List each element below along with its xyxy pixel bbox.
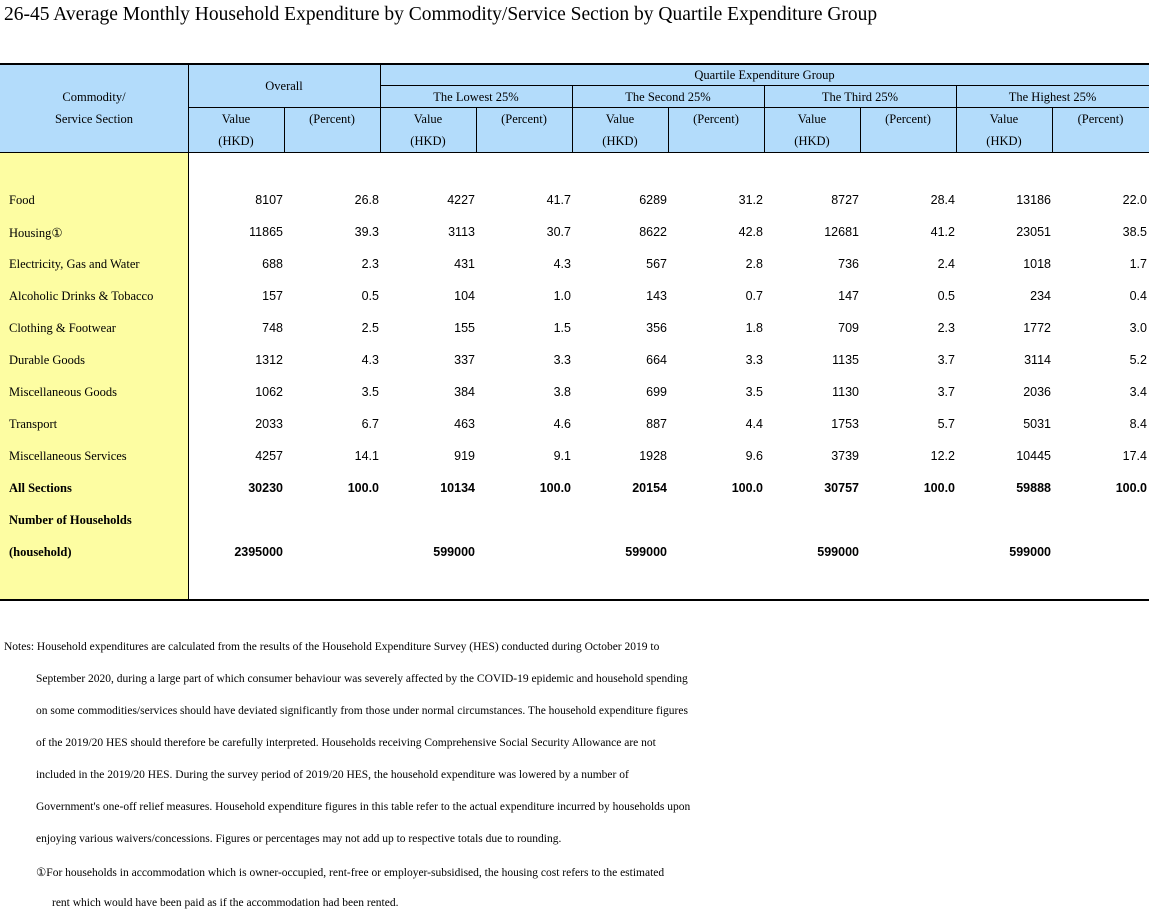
value-cell: 736 xyxy=(838,257,859,271)
value-cell: 356 xyxy=(646,321,667,335)
row-label: Transport xyxy=(9,417,58,431)
percent-cell: 42.8 xyxy=(738,225,763,239)
percent-header: (Percent) xyxy=(693,112,739,126)
note-line: included in the 2019/20 HES. During the survey period of 2019/20 HES, the household expenditure was lowered by a number of xyxy=(36,769,629,781)
value-cell: 1130 xyxy=(832,385,859,399)
value-cell: 23051 xyxy=(1016,225,1051,239)
value-cell: 919 xyxy=(454,449,475,463)
overall-header: Overall xyxy=(265,79,303,93)
percent-cell: 22.0 xyxy=(1122,193,1147,207)
row-label: Electricity, Gas and Water xyxy=(9,257,140,271)
value-cell: 147 xyxy=(838,289,859,303)
value-unit-header: (HKD) xyxy=(986,134,1022,148)
value-cell: 2036 xyxy=(1023,385,1051,399)
footnote-line: ①For households in accommodation which is owner-occupied, rent-free or employer-subsidised, the housing cost refers to the estimated xyxy=(36,867,665,879)
households-label: Number of Households xyxy=(9,513,132,527)
percent-cell: 100.0 xyxy=(539,481,571,495)
note-line: Notes: Household expenditures are calculated from the results of the Household Expenditure Survey (HES) conducted during October 2019 to xyxy=(4,641,660,653)
percent-header: (Percent) xyxy=(885,112,931,126)
expenditure-table xyxy=(0,63,1149,601)
percent-cell: 2.8 xyxy=(745,257,763,271)
percent-cell: 6.7 xyxy=(361,417,379,431)
value-cell: 155 xyxy=(454,321,475,335)
footnote-line: rent which would have been paid as if the accommodation had been rented. xyxy=(52,897,399,909)
value-unit-header: (HKD) xyxy=(602,134,638,148)
value-header: Value xyxy=(797,112,827,126)
value-cell: 5031 xyxy=(1023,417,1051,431)
percent-cell: 3.0 xyxy=(1129,321,1147,335)
commodity-header-line1: Commodity/ xyxy=(62,90,126,104)
percent-cell: 3.4 xyxy=(1129,385,1147,399)
value-cell: 59888 xyxy=(1016,481,1051,495)
percent-cell: 0.5 xyxy=(361,289,379,303)
percent-cell: 100.0 xyxy=(731,481,763,495)
households-unit-label: (household) xyxy=(9,545,72,559)
value-cell: 1018 xyxy=(1023,257,1051,271)
percent-cell: 4.4 xyxy=(745,417,763,431)
value-cell: 12681 xyxy=(824,225,859,239)
percent-cell: 3.7 xyxy=(937,353,955,367)
value-cell: 13186 xyxy=(1016,193,1051,207)
value-cell: 1312 xyxy=(255,353,283,367)
value-cell: 4227 xyxy=(447,193,475,207)
percent-cell: 2.3 xyxy=(361,257,379,271)
value-cell: 688 xyxy=(262,257,283,271)
value-cell: 8622 xyxy=(639,225,667,239)
value-cell: 143 xyxy=(646,289,667,303)
percent-cell: 39.3 xyxy=(354,225,379,239)
commodity-header-line2: Service Section xyxy=(54,112,134,126)
row-label: Housing① xyxy=(9,226,63,240)
percent-cell: 3.7 xyxy=(937,385,955,399)
value-cell: 337 xyxy=(454,353,475,367)
value-cell: 3113 xyxy=(448,225,475,239)
percent-cell: 17.4 xyxy=(1122,449,1147,463)
value-unit-header: (HKD) xyxy=(794,134,830,148)
value-cell: 1753 xyxy=(831,417,859,431)
value-cell: 8107 xyxy=(255,193,283,207)
value-cell: 1135 xyxy=(832,353,859,367)
percent-cell: 26.8 xyxy=(354,193,379,207)
group-header-lowest: The Lowest 25% xyxy=(433,90,519,104)
value-cell: 2033 xyxy=(255,417,283,431)
value-cell: 1928 xyxy=(639,449,667,463)
percent-cell: 2.4 xyxy=(937,257,955,271)
value-header: Value xyxy=(989,112,1019,126)
percent-cell: 12.2 xyxy=(930,449,955,463)
percent-cell: 0.4 xyxy=(1129,289,1147,303)
label-column xyxy=(0,152,188,601)
value-header: Value xyxy=(605,112,635,126)
row-label: Miscellaneous Goods xyxy=(9,385,117,399)
row-label: Alcoholic Drinks & Tobacco xyxy=(9,289,154,303)
percent-cell: 2.5 xyxy=(361,321,379,335)
percent-cell: 41.7 xyxy=(546,193,571,207)
value-cell: 4257 xyxy=(255,449,283,463)
value-cell: 6289 xyxy=(639,193,667,207)
percent-cell: 1.8 xyxy=(745,321,763,335)
note-line: Government's one-off relief measures. Household expenditure figures in this table refer to the actual expenditure incurred by households upon xyxy=(36,801,691,813)
percent-cell: 4.6 xyxy=(553,417,571,431)
row-label: Food xyxy=(9,193,35,207)
percent-header: (Percent) xyxy=(309,112,355,126)
value-cell: 10134 xyxy=(440,481,475,495)
percent-cell: 0.5 xyxy=(937,289,955,303)
percent-cell: 3.8 xyxy=(553,385,571,399)
percent-cell: 14.1 xyxy=(354,449,379,463)
note-line: of the 2019/20 HES should therefore be carefully interpreted. Households receiving Comprehensive Social Security Allowance are not xyxy=(36,737,656,749)
value-header: Value xyxy=(221,112,251,126)
value-cell: 709 xyxy=(838,321,859,335)
value-cell: 234 xyxy=(1030,289,1051,303)
percent-cell: 31.2 xyxy=(738,193,763,207)
percent-cell: 2.3 xyxy=(937,321,955,335)
households-cell: 599000 xyxy=(1009,545,1051,559)
quartile-group-header: Quartile Expenditure Group xyxy=(694,68,835,82)
households-cell: 599000 xyxy=(625,545,667,559)
households-cell: 599000 xyxy=(433,545,475,559)
percent-cell: 4.3 xyxy=(553,257,571,271)
percent-cell: 9.1 xyxy=(553,449,571,463)
value-unit-header: (HKD) xyxy=(410,134,446,148)
percent-cell: 100.0 xyxy=(923,481,955,495)
group-header-third: The Third 25% xyxy=(821,90,899,104)
percent-cell: 28.4 xyxy=(930,193,955,207)
value-cell: 3739 xyxy=(831,449,859,463)
value-cell: 1062 xyxy=(255,385,283,399)
percent-cell: 5.2 xyxy=(1129,353,1147,367)
value-unit-header: (HKD) xyxy=(218,134,254,148)
percent-cell: 3.3 xyxy=(553,353,571,367)
percent-cell: 30.7 xyxy=(546,225,571,239)
value-cell: 3114 xyxy=(1024,353,1051,367)
percent-cell: 8.4 xyxy=(1129,417,1147,431)
percent-cell: 100.0 xyxy=(1115,481,1147,495)
row-label: Miscellaneous Services xyxy=(9,449,127,463)
percent-cell: 5.7 xyxy=(937,417,955,431)
value-cell: 463 xyxy=(454,417,475,431)
row-label: Clothing & Footwear xyxy=(9,321,116,335)
value-cell: 567 xyxy=(646,257,667,271)
percent-cell: 1.5 xyxy=(553,321,571,335)
percent-header: (Percent) xyxy=(501,112,547,126)
group-header-second: The Second 25% xyxy=(625,90,711,104)
value-cell: 887 xyxy=(646,417,667,431)
percent-cell: 3.5 xyxy=(745,385,763,399)
percent-cell: 4.3 xyxy=(361,353,379,367)
row-label: All Sections xyxy=(9,481,72,495)
value-cell: 11865 xyxy=(249,225,283,239)
percent-cell: 38.5 xyxy=(1122,225,1147,239)
note-line: on some commodities/services should have deviated significantly from those under normal circumstances. The household expenditure figures xyxy=(36,705,688,717)
percent-cell: 1.7 xyxy=(1129,257,1147,271)
value-cell: 699 xyxy=(646,385,667,399)
value-cell: 30230 xyxy=(248,481,283,495)
percent-cell: 1.0 xyxy=(553,289,571,303)
note-line: enjoying various waivers/concessions. Figures or percentages may not add up to respective totals due to rounding. xyxy=(36,833,562,845)
households-cell: 2395000 xyxy=(234,545,283,559)
row-label: Durable Goods xyxy=(9,353,86,367)
percent-cell: 3.3 xyxy=(745,353,763,367)
percent-cell: 3.5 xyxy=(361,385,379,399)
value-cell: 30757 xyxy=(824,481,859,495)
value-cell: 1772 xyxy=(1023,321,1051,335)
value-cell: 8727 xyxy=(831,193,859,207)
percent-cell: 100.0 xyxy=(347,481,379,495)
value-cell: 664 xyxy=(646,353,667,367)
percent-cell: 41.2 xyxy=(930,225,955,239)
percent-header: (Percent) xyxy=(1077,112,1124,126)
page-title: 26-45 Average Monthly Household Expenditure by Commodity/Service Section by Quartile Expenditure Group xyxy=(4,4,878,25)
value-header: Value xyxy=(413,112,443,126)
note-line: September 2020, during a large part of which consumer behaviour was severely affected by the COVID-19 epidemic and household spending xyxy=(36,673,688,685)
value-cell: 384 xyxy=(454,385,475,399)
value-cell: 748 xyxy=(262,321,283,335)
group-header-highest: The Highest 25% xyxy=(1008,90,1097,104)
value-cell: 431 xyxy=(454,257,475,271)
value-cell: 104 xyxy=(454,289,475,303)
value-cell: 157 xyxy=(262,289,283,303)
percent-cell: 0.7 xyxy=(745,289,763,303)
value-cell: 10445 xyxy=(1016,449,1051,463)
households-cell: 599000 xyxy=(817,545,859,559)
percent-cell: 9.6 xyxy=(745,449,763,463)
value-cell: 20154 xyxy=(632,481,667,495)
